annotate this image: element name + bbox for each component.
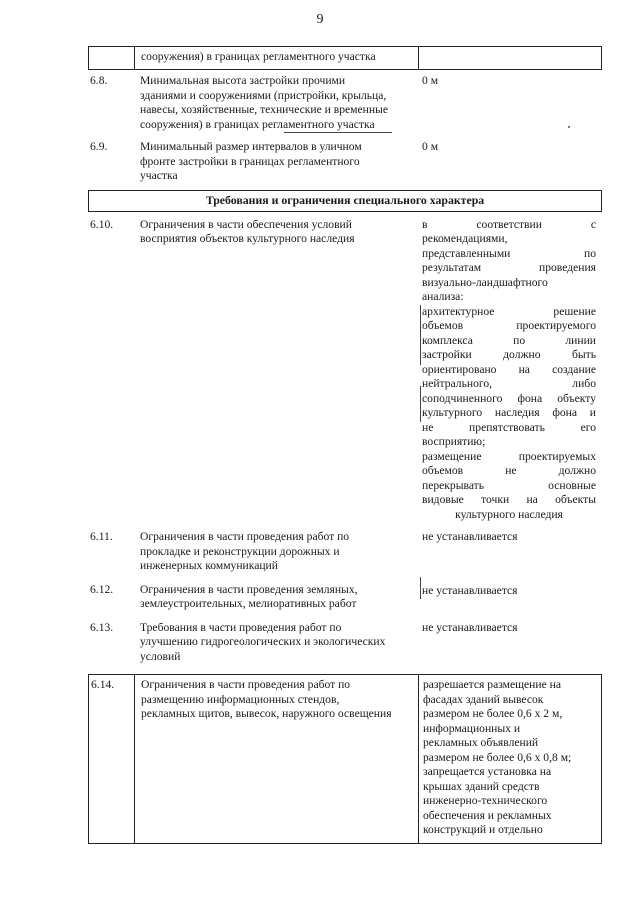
row-number: 6.10. <box>90 217 114 231</box>
desc-line: Ограничения в части проведения работ по <box>141 678 351 691</box>
desc-line: Минимальная высота застройки прочими <box>140 74 346 87</box>
table-row-6-8 <box>88 74 602 132</box>
row-value <box>418 218 602 523</box>
value-line: культурного наследия <box>455 507 563 521</box>
desc-line: условий <box>140 649 181 663</box>
scan-line-artifact <box>420 305 421 365</box>
desc-line: Минимальный размер интервалов в уличном <box>140 140 362 153</box>
desc-line: Ограничения в части проведения земляных, <box>140 582 358 596</box>
value-line: информационных и <box>423 721 521 735</box>
desc-line: размещению информационных стендов, <box>141 692 340 706</box>
value-line: в соответствии с <box>422 217 596 231</box>
row-description <box>134 530 418 574</box>
value-line: конструкций и отдельно <box>423 823 543 836</box>
row-description <box>134 74 418 132</box>
page-number: 9 <box>316 12 324 27</box>
desc-line: зданиями и сооружениями (пристройки, крыльца, <box>140 88 387 102</box>
row-description <box>134 140 418 184</box>
table-row-6-10 <box>88 218 602 523</box>
section-title: Требования и ограничения специального характера <box>88 190 602 212</box>
desc-line: рекламных щитов, вывесок, наружного освещения <box>141 707 392 720</box>
row-number: 6.9. <box>90 140 108 153</box>
table-row-6-14 <box>88 674 602 844</box>
value-line: размером не более 0,6 х 2 м, <box>423 707 563 720</box>
row-value <box>419 675 601 843</box>
value-line: визуально-ландшафтного <box>422 275 548 289</box>
value-line: объемов не должно <box>422 464 596 477</box>
value-line: нейтрального, либо <box>422 377 596 390</box>
value-line: перекрывать основные <box>422 478 596 492</box>
value-line: рекламных объявлений <box>423 736 539 749</box>
desc-line: участка <box>140 169 178 182</box>
value-line: ориентировано на создание <box>422 362 596 376</box>
row-value: 0 м <box>422 74 439 87</box>
row-value: 0 м <box>422 140 439 153</box>
value-line: комплекса по линии <box>422 333 596 347</box>
row-value <box>419 47 601 69</box>
row-value: не устанавливается <box>422 620 518 634</box>
desc-line: Ограничения в части обеспечения условий <box>140 217 352 231</box>
row-value: не устанавливается <box>422 583 518 597</box>
desc-line: восприятия объектов культурного наследия <box>140 232 355 245</box>
value-line: объемов проектируемого <box>422 319 596 332</box>
table-row-6-11 <box>88 530 602 574</box>
value-line: соподчиненного фона объекту <box>422 391 596 405</box>
value-line: инженерно-технического <box>423 794 548 807</box>
table-row-6-13 <box>88 621 602 665</box>
desc-line: прокладке и реконструкции дорожных и <box>140 544 340 558</box>
regulations-table <box>88 46 602 844</box>
value-line: результатам проведения <box>422 261 596 274</box>
value-line: восприятию; <box>422 435 486 448</box>
value-line: архитектурное решение <box>422 304 596 318</box>
row-number <box>89 47 135 69</box>
value-line: размещение проектируемых <box>422 449 596 463</box>
value-line: запрещается установка на <box>423 765 552 778</box>
table-row-continuation <box>88 46 602 70</box>
value-line: рекомендациями, <box>422 232 508 245</box>
value-line: культурного наследия фона и <box>422 406 596 419</box>
scan-line-artifact <box>420 577 421 599</box>
scan-line-artifact <box>420 386 421 422</box>
value-line: застройки должно быть <box>422 348 596 361</box>
row-description <box>135 675 419 843</box>
row-description <box>134 218 418 523</box>
desc-line: сооружения) в границах регламентного участка <box>140 117 375 131</box>
desc-line: Ограничения в части проведения работ по <box>140 530 350 543</box>
value-line: фасадах зданий вывесок <box>423 692 544 706</box>
desc-line: навесы, хозяйственные, технические и временные <box>140 103 389 116</box>
value-line: крышах зданий средств <box>423 779 540 793</box>
desc-line: Требования в части проведения работ по <box>140 620 342 634</box>
row-value: не устанавливается <box>422 530 518 543</box>
scan-dot-artifact <box>568 126 570 128</box>
row-number: 6.14. <box>89 675 135 843</box>
row-description: сооружения) в границах регламентного участка <box>135 47 419 69</box>
desc-line: инженерных коммуникаций <box>140 559 278 572</box>
value-line: не препятствовать его <box>422 420 596 434</box>
table-row-6-12 <box>88 583 602 612</box>
value-line: обеспечения и рекламных <box>423 808 552 822</box>
row-number: 6.13. <box>90 620 114 634</box>
row-number: 6.12. <box>90 582 114 596</box>
value-line: представленными по <box>422 246 596 260</box>
row-number: 6.8. <box>90 74 108 87</box>
value-line: размером не более 0,6 х 0,8 м; <box>423 750 572 764</box>
value-line: разрешается размещение на <box>423 678 561 691</box>
row-description <box>134 621 418 665</box>
scan-line-artifact <box>284 132 392 133</box>
table-row-6-9 <box>88 140 602 184</box>
row-number: 6.11. <box>90 530 113 543</box>
desc-line: землеустроительных, мелиоративных работ <box>140 597 357 610</box>
value-line: анализа: <box>422 290 464 303</box>
desc-line: улучшению гидрогеологических и экологических <box>140 635 386 648</box>
row-description <box>134 583 418 612</box>
value-line: видовые точки на объекты <box>422 493 596 506</box>
desc-line: фронте застройки в границах регламентного <box>140 154 360 168</box>
